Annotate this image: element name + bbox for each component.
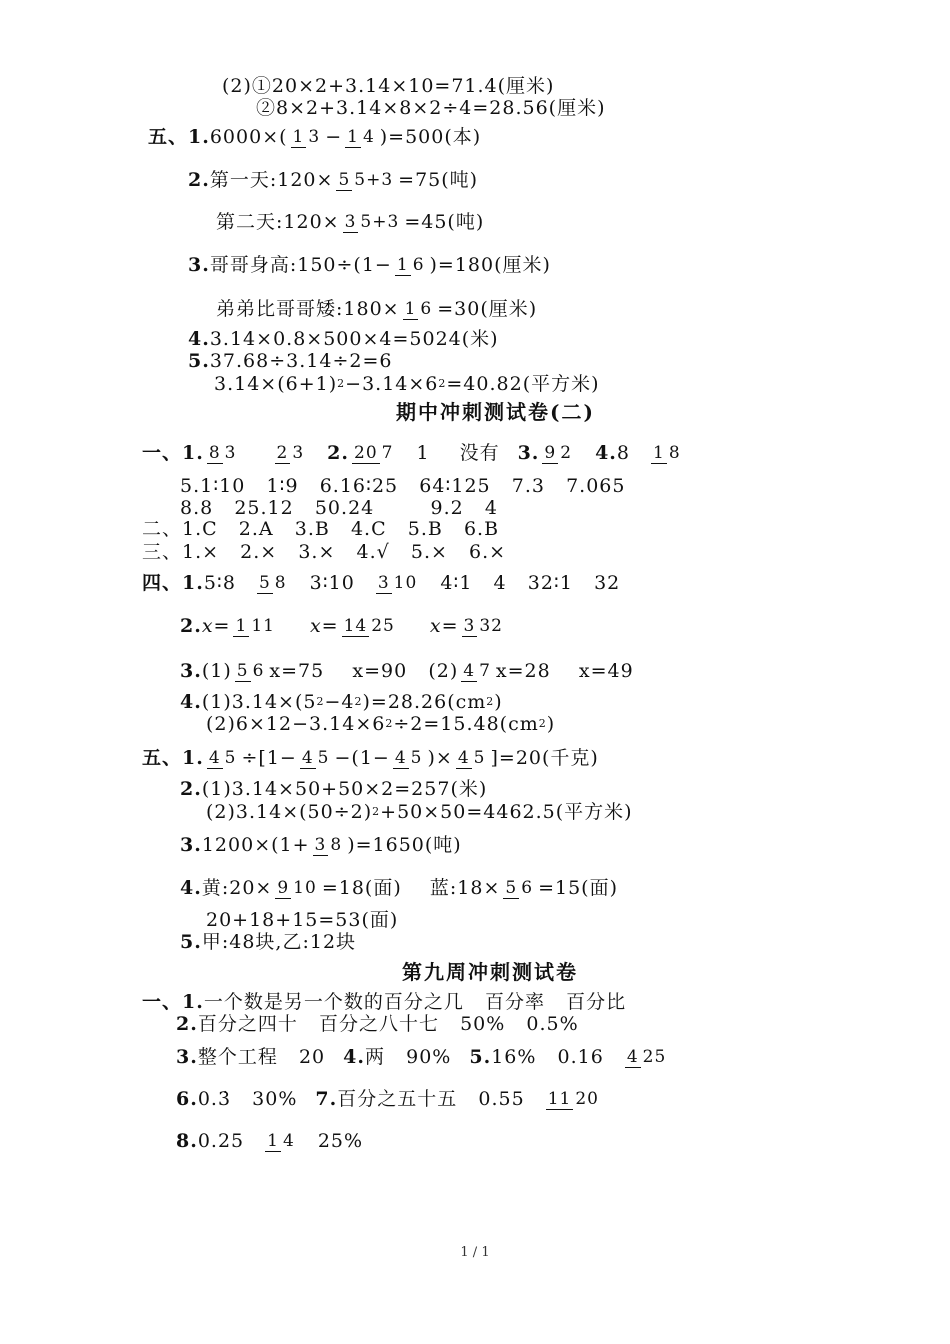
fraction bbox=[275, 444, 307, 463]
numerator: 1 bbox=[292, 126, 305, 147]
answer-text: 三、1.× 2.× 3.× 4.√ 5.× 6.× bbox=[142, 541, 507, 563]
fraction bbox=[275, 879, 318, 898]
numerator: 14 bbox=[343, 615, 368, 636]
answer-text: 5∶8 bbox=[203, 572, 236, 594]
answer-text: 16% 0.16 bbox=[491, 1046, 604, 1068]
denominator: 6 bbox=[412, 254, 425, 275]
numerator: 1 bbox=[347, 126, 359, 147]
numerator: 5 bbox=[338, 169, 351, 190]
section-title bbox=[396, 400, 595, 424]
fraction bbox=[207, 749, 239, 768]
answer-text: 8 bbox=[616, 442, 631, 464]
answer-line bbox=[180, 930, 356, 954]
denominator: 3 bbox=[308, 126, 321, 147]
fraction bbox=[207, 444, 239, 463]
answer-line bbox=[142, 737, 599, 779]
item-label: 4. bbox=[180, 691, 202, 713]
answer-text: ÷[1− bbox=[241, 747, 297, 769]
denominator: 2 bbox=[560, 442, 573, 463]
answer-text: )× bbox=[427, 747, 453, 769]
answer-text: 整个工程 20 bbox=[197, 1046, 326, 1068]
answer-text: 百分之五十五 0.55 bbox=[337, 1088, 525, 1110]
item-label: 5. bbox=[188, 350, 210, 372]
denominator: 5 bbox=[410, 747, 423, 768]
answer-line bbox=[142, 540, 506, 564]
fraction bbox=[342, 617, 397, 636]
answer-text: =40.82(平方米) bbox=[446, 373, 600, 395]
answer-text: +50×50=4462.5(平方米) bbox=[380, 801, 633, 823]
fraction bbox=[233, 617, 276, 636]
denominator: 5 bbox=[317, 747, 330, 768]
answer-line bbox=[142, 432, 686, 474]
answer-line bbox=[180, 867, 618, 909]
denominator: 5 bbox=[224, 747, 237, 768]
denominator: 4 bbox=[282, 1130, 295, 1151]
answer-line bbox=[180, 824, 462, 866]
item-label: 3. bbox=[176, 1046, 198, 1068]
answer-text: 百分之四十 百分之八十七 50% 0.5% bbox=[197, 1013, 579, 1035]
section-title bbox=[402, 960, 578, 984]
fraction bbox=[456, 749, 488, 768]
answer-line bbox=[188, 327, 499, 351]
denominator: 5 bbox=[473, 747, 486, 768]
fraction bbox=[291, 128, 323, 147]
item-label: 5. bbox=[469, 1046, 492, 1068]
answer-text: (1)3.14×50+50×2=257(米) bbox=[201, 778, 488, 800]
answer-text: =30(厘米) bbox=[437, 298, 538, 320]
answer-text: 3.14×(6+1) bbox=[214, 373, 338, 395]
numerator: 5 bbox=[236, 660, 249, 681]
answer-text: 第一天:120× bbox=[209, 169, 334, 191]
numerator: 4 bbox=[394, 747, 407, 768]
answer-line bbox=[188, 160, 478, 200]
answer-line: 3.14×(6+1) 2 −3.14×6 2 =40.82(平方米) bbox=[214, 373, 600, 395]
numerator: 1 bbox=[235, 615, 248, 636]
section-title-text: 第九周冲刺测试卷 bbox=[402, 960, 578, 984]
answer-text: 两 90% bbox=[364, 1046, 452, 1068]
numerator: 4 bbox=[463, 660, 476, 681]
item-label: 一、1. bbox=[142, 442, 204, 464]
answer-line bbox=[176, 1036, 671, 1078]
answer-text: x=28 x=49 bbox=[495, 660, 634, 682]
fraction bbox=[376, 574, 419, 593]
numerator: 4 bbox=[457, 747, 470, 768]
answer-text: 哥哥身高:150÷(1− bbox=[209, 254, 392, 276]
answer-text: 3∶10 bbox=[309, 572, 355, 594]
answer-text: ) bbox=[546, 713, 556, 735]
fraction bbox=[651, 444, 683, 463]
fraction bbox=[265, 1132, 297, 1151]
numerator: 1 bbox=[653, 442, 665, 463]
fraction bbox=[343, 213, 402, 232]
numerator: 8 bbox=[208, 442, 221, 463]
answer-text: (2)3.14×(50÷2) bbox=[206, 801, 373, 823]
answer-line bbox=[176, 1120, 363, 1162]
fraction bbox=[345, 128, 377, 147]
answer-line bbox=[142, 562, 620, 604]
answer-text: − bbox=[325, 126, 343, 148]
answer-text: x= bbox=[309, 615, 339, 637]
answer-text: −3.14×6 bbox=[345, 373, 439, 395]
fraction bbox=[300, 749, 332, 768]
numerator: 3 bbox=[377, 572, 390, 593]
answer-line bbox=[216, 202, 484, 242]
answer-line bbox=[142, 990, 626, 1014]
fraction bbox=[461, 662, 493, 681]
answer-text: =18(面) 蓝:18× bbox=[321, 877, 501, 899]
answer-text: 20+18+15=53(面) bbox=[206, 909, 399, 931]
answer-line bbox=[216, 289, 537, 329]
numerator: 3 bbox=[314, 834, 327, 855]
answer-text: =15(面) bbox=[538, 877, 618, 899]
answer-text: )=1650(吨) bbox=[347, 834, 462, 856]
answer-text: (2)①20×2+3.14×10=71.4(厘米) bbox=[222, 75, 555, 97]
item-label: 3. bbox=[180, 834, 202, 856]
answer-text: 37.68÷3.14÷2=6 bbox=[209, 350, 393, 372]
answer-line: 4. (1)3.14×(5 2 −4 2 )=28.26(cm 2 ) bbox=[180, 691, 503, 713]
denominator: 11 bbox=[251, 615, 275, 636]
answer-text: 第二天:120× bbox=[216, 211, 340, 233]
answer-line bbox=[222, 74, 554, 98]
answer-text: −4 bbox=[324, 691, 355, 713]
item-label: 3. bbox=[517, 442, 540, 464]
answer-text: 0.3̇ 30% bbox=[197, 1088, 298, 1110]
numerator: 11 bbox=[547, 1088, 572, 1109]
answer-text: x= bbox=[429, 615, 459, 637]
denominator: 20 bbox=[575, 1088, 599, 1109]
denominator: 4 bbox=[362, 126, 375, 147]
item-label: 6. bbox=[176, 1088, 198, 1110]
denominator: 3 bbox=[292, 442, 305, 463]
item-label: 3. bbox=[180, 660, 202, 682]
item-label: 4. bbox=[343, 1046, 365, 1068]
item-label: 4. bbox=[595, 442, 617, 464]
denominator: 8 bbox=[274, 572, 287, 593]
answer-text: 二、1.C 2.A 3.B 4.C 5.B 6.B bbox=[142, 518, 500, 540]
answer-text: )=28.26(cm bbox=[362, 691, 487, 713]
denominator: 10 bbox=[393, 572, 418, 593]
numerator: 1 bbox=[396, 254, 409, 275]
answer-text: 1 bbox=[416, 442, 430, 464]
fraction bbox=[393, 749, 425, 768]
answer-text: (1)3.14×(5 bbox=[201, 691, 317, 713]
numerator: 1 bbox=[404, 298, 417, 319]
answer-text: x= bbox=[201, 615, 231, 637]
fraction bbox=[257, 574, 289, 593]
answer-line bbox=[176, 1012, 579, 1036]
answer-text: 4∶1 4 32∶1 32 bbox=[440, 572, 621, 594]
item-label: 5. bbox=[180, 931, 202, 953]
numerator: 3 bbox=[463, 615, 476, 636]
numerator: 4 bbox=[208, 747, 221, 768]
answer-line bbox=[180, 474, 625, 498]
numerator: 3 bbox=[344, 211, 357, 232]
answer-line bbox=[176, 1078, 604, 1120]
denominator: 10 bbox=[293, 877, 317, 898]
answer-text: )=500(本) bbox=[379, 126, 482, 148]
item-label: 2. bbox=[180, 778, 202, 800]
answer-text: 一个数是另一个数的百分之几 百分率 百分比 bbox=[203, 991, 627, 1013]
denominator: 25 bbox=[642, 1046, 667, 1067]
fraction bbox=[546, 1090, 601, 1109]
fraction bbox=[542, 444, 574, 463]
section-title-text: 期中冲刺测试卷(二) bbox=[396, 400, 595, 424]
numerator: 9 bbox=[277, 877, 290, 898]
answer-text: 8.8 25.12 50.24 9.2 4 bbox=[180, 497, 498, 519]
answer-text: −(1− bbox=[334, 747, 390, 769]
answer-text: (2)6×12−3.14×6 bbox=[206, 713, 386, 735]
numerator: 4 bbox=[301, 747, 314, 768]
answer-text: ]=20(千克) bbox=[490, 747, 599, 769]
denominator: 7 bbox=[381, 442, 394, 463]
answer-text: ②8×2+3.14×8×2÷4=28.56(厘米) bbox=[256, 97, 606, 119]
item-label: 四、1. bbox=[142, 572, 204, 594]
item-label: 3. bbox=[188, 254, 210, 276]
answer-line: (2)6×12−3.14×6 2 ÷2=15.48(cm 2 ) bbox=[206, 713, 556, 735]
item-label: 五、1. bbox=[142, 747, 204, 769]
answer-line bbox=[142, 517, 499, 541]
fraction bbox=[313, 836, 345, 855]
numerator: 2 bbox=[276, 442, 289, 463]
denominator: 3 bbox=[224, 442, 237, 463]
denominator: 5+3 bbox=[360, 211, 400, 232]
fraction bbox=[625, 1048, 668, 1067]
answer-line bbox=[188, 245, 551, 285]
denominator: 5+3 bbox=[354, 169, 394, 190]
answer-text: 黄:20× bbox=[201, 877, 273, 899]
answer-text: 甲:48块,乙:12块 bbox=[201, 931, 357, 953]
fraction bbox=[462, 617, 505, 636]
numerator: 20 bbox=[354, 442, 378, 463]
denominator: 6 bbox=[521, 877, 534, 898]
item-label: 8. bbox=[176, 1130, 198, 1152]
fraction bbox=[403, 300, 435, 319]
answer-text: )=180(厘米) bbox=[429, 254, 551, 276]
denominator: 6 bbox=[252, 660, 265, 681]
item-label: 2. bbox=[176, 1013, 198, 1035]
answer-line: (2)3.14×(50÷2) 2 +50×50=4462.5(平方米) bbox=[206, 801, 633, 823]
answer-text: ÷2=15.48(cm bbox=[393, 713, 539, 735]
denominator: 32 bbox=[479, 615, 503, 636]
answer-text: =75(吨) bbox=[398, 169, 479, 191]
answer-text: 6000×( bbox=[209, 126, 288, 148]
denominator: 25 bbox=[371, 615, 395, 636]
denominator: 6 bbox=[420, 298, 433, 319]
denominator: 8 bbox=[330, 834, 343, 855]
numerator: 1 bbox=[267, 1130, 279, 1151]
item-label: 2. bbox=[188, 169, 210, 191]
answer-line bbox=[188, 349, 392, 373]
answer-line bbox=[148, 117, 481, 157]
item-label: 2. bbox=[327, 442, 349, 464]
fraction bbox=[395, 256, 427, 275]
answer-text: (1) bbox=[201, 660, 232, 682]
fraction bbox=[352, 444, 395, 463]
answer-text: ) bbox=[494, 691, 503, 713]
item-label: 4. bbox=[188, 328, 210, 350]
numerator: 5 bbox=[505, 877, 518, 898]
item-label: 4. bbox=[180, 877, 202, 899]
fraction bbox=[235, 662, 267, 681]
answer-line bbox=[180, 777, 487, 801]
answer-text: 没有 bbox=[459, 442, 500, 464]
answer-text: 0.25 bbox=[197, 1130, 245, 1152]
item-label: 7. bbox=[315, 1088, 338, 1110]
answer-line bbox=[180, 605, 508, 647]
numerator: 5 bbox=[258, 572, 271, 593]
denominator: 7 bbox=[479, 660, 491, 681]
numerator: 9 bbox=[544, 442, 557, 463]
answer-line bbox=[206, 908, 398, 932]
answer-line bbox=[180, 650, 634, 692]
denominator: 8 bbox=[668, 442, 681, 463]
answer-text: 弟弟比哥哥矮:180× bbox=[216, 298, 400, 320]
item-label: 2. bbox=[180, 615, 202, 637]
fraction bbox=[503, 879, 535, 898]
item-label: 一、1. bbox=[142, 991, 204, 1013]
page-number: 1 / 1 bbox=[460, 1245, 490, 1260]
answer-text: 25% bbox=[317, 1130, 364, 1152]
answer-text: =45(吨) bbox=[404, 211, 485, 233]
numerator: 4 bbox=[626, 1046, 639, 1067]
answer-text: 1200×(1+ bbox=[201, 834, 310, 856]
answer-text: 5.1∶10 1∶9 6.16∶25 64∶125 7.3 7.065 bbox=[180, 475, 626, 497]
answer-text: 3.14×0.8×500×4=5024(米) bbox=[209, 328, 499, 350]
answer-text: x=75 x=90 (2) bbox=[269, 660, 459, 682]
fraction bbox=[336, 171, 395, 190]
item-label: 五、1. bbox=[148, 126, 210, 148]
